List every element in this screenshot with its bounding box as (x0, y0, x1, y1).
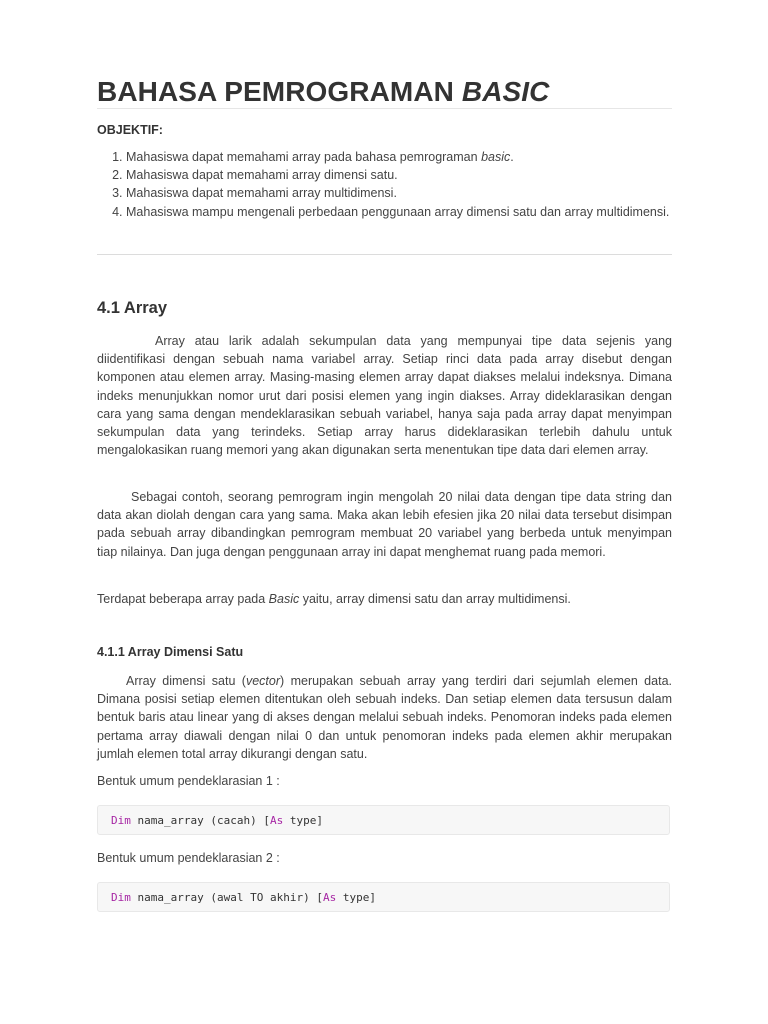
code-block-declaration-1 (97, 805, 670, 835)
declaration-form-2-label: Bentuk umum pendeklarasian 2 : (97, 851, 280, 865)
paragraph-emphasis: vector (245, 674, 281, 688)
title-emphasis: BASIC (461, 76, 550, 107)
paragraph-emphasis: Basic (268, 592, 300, 606)
objective-suffix: . (510, 150, 514, 164)
objective-emphasis: basic (481, 150, 511, 164)
subsection-heading: 4.1.1 Array Dimensi Satu (97, 645, 244, 659)
code-keyword: Dim (111, 814, 131, 827)
objectives-label: OBJEKTIF: (97, 123, 163, 137)
section-heading: 4.1 Array (97, 299, 168, 317)
code-keyword: Dim (111, 891, 131, 904)
declaration-form-1-label: Bentuk umum pendeklarasian 1 : (97, 774, 280, 788)
paragraph-text: Array dimensi satu ( (126, 674, 246, 688)
paragraph-text: yaitu, array dimensi satu dan array multidimensi. (299, 592, 571, 606)
objective-item (126, 203, 672, 221)
objective-text: Mahasiswa mampu mengenali perbedaan penggunaan array dimensi satu dan array multidimensi. (126, 204, 670, 219)
code-keyword: As (269, 814, 284, 827)
code-block-declaration-2 (97, 882, 670, 912)
code-keyword: TO (250, 891, 264, 904)
code-text: nama_array (cacah) [ (130, 814, 270, 827)
title-divider (97, 108, 672, 109)
code-text: akhir) [ (263, 891, 323, 904)
objective-text: Mahasiswa dapat memahami array multidimensi. (126, 186, 397, 201)
code-text: type] (283, 814, 323, 827)
objective-item (126, 184, 672, 202)
objective-text: Mahasiswa dapat memahami array pada bahasa pemrograman (126, 150, 482, 164)
section-divider (97, 254, 672, 255)
paragraph-array-example: Sebagai contoh, seorang pemrogram ingin mengolah 20 nilai data dengan tipe data string dan data akan diolah dengan cara yang sama. Maka akan lebih efesien jika 20 nilai data tersebut disimpan pada sebuah array dibandingkan pemrogram membuat 20 variabel yang berbeda untuk menyimpan tiap nilainya. Dan juga dengan penggunaan array ini dapat menghemat ruang pada memori. (97, 490, 672, 559)
objective-item (126, 166, 672, 184)
objectives-list (97, 148, 672, 221)
objective-text: Mahasiswa dapat memahami array dimensi satu. (126, 168, 398, 183)
paragraph-text: Terdapat beberapa array pada (97, 592, 269, 606)
code-keyword: As (322, 891, 337, 904)
objective-item (126, 148, 672, 166)
document-title (97, 76, 550, 108)
paragraph-array-types (97, 590, 672, 608)
paragraph-text: ) merupakan sebuah array yang terdiri dari sejumlah elemen data. Dimana posisi setiap elemen ditentukan oleh sebuah indeks. Dan setiap elemen data tersusun dalam bentuk baris atau linear yang di akses dengan melalui sebuah indeks. Penomoran indeks pada elemen pertama array diawali dengan nilai 0 dan untuk penomoran indeks pada elemen akhir merupakan jumlah elemen total array dikurangi dengan satu. (97, 674, 672, 761)
code-text: type] (336, 891, 376, 904)
paragraph-array-definition: Array atau larik adalah sekumpulan data yang mempunyai tipe data sejenis yang diidentifikasi dengan sebuah nama variabel array. Setiap rinci data pada array disebut dengan komponen atau elemen array. Masing-masing elemen array dapat diakses melalui indeksnya. Dimana indeks menunjukkan nomor urut dari posisi elemen yang ingin diakses. Array dideklarasikan dengan cara yang sama dengan mendeklarasikan sebuah variabel, hanya saja pada array dapat menyimpan sekumpulan data yang terindeks. Setiap array harus dideklarasikan terlebih dahulu untuk mengalokasikan ruang memori yang akan digunakan serta menentukan tipe data dari elemen array. (97, 334, 672, 458)
code-text: nama_array (awal (130, 891, 251, 904)
title-main: BAHASA PEMROGRAMAN (97, 76, 462, 107)
paragraph-one-dimension (97, 672, 672, 763)
